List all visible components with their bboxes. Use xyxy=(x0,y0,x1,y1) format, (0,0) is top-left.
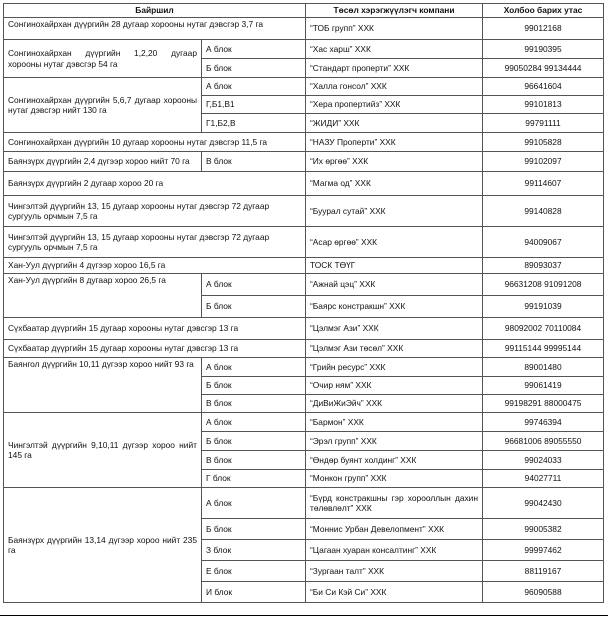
block-cell: А блок xyxy=(202,78,306,96)
block-cell: А блок xyxy=(202,488,306,519)
header-phone: Холбоо барих утас xyxy=(483,4,604,18)
location-cell: Хан-Уул дүүргийн 8 дугаар хороо 26,5 га xyxy=(4,274,202,318)
phone-cell: 99190395 xyxy=(483,40,604,59)
header-location: Байршил xyxy=(4,4,306,18)
block-cell: А блок xyxy=(202,40,306,59)
company-cell: “Эрэл групп” ХХК xyxy=(306,432,483,451)
table-row xyxy=(4,133,604,152)
table-row xyxy=(4,196,604,227)
table-row xyxy=(4,152,604,172)
block-cell: Б блок xyxy=(202,377,306,395)
company-cell: “ТОБ групп” ХХК xyxy=(306,18,483,40)
block-cell: А блок xyxy=(202,413,306,432)
phone-cell: 99042430 xyxy=(483,488,604,519)
location-cell: Баянзүрх дүүргийн 13,14 дүгээр хороо нийт 235 га xyxy=(4,488,202,603)
block-cell: Г,Б1,В1 xyxy=(202,96,306,114)
phone-cell: 99997462 xyxy=(483,540,604,561)
table-row xyxy=(4,172,604,196)
location-cell: Сүхбаатар дүүргийн 15 дугаар хорооны нутаг дэвсгэр 13 га xyxy=(4,318,306,340)
block-cell: Б блок xyxy=(202,519,306,540)
company-cell: “Грийн ресурс” ХХК xyxy=(306,358,483,377)
housing-projects-table xyxy=(3,3,604,603)
table-row xyxy=(4,40,604,59)
table-row xyxy=(4,318,604,340)
page-cut-edge xyxy=(0,615,608,619)
phone-cell: 99114607 xyxy=(483,172,604,196)
location-cell: Сонгинохайрхан дүүргийн 1,2,20 дугаар хорооны нутаг дэвсгэр 54 га xyxy=(4,40,202,78)
phone-cell: 99005382 xyxy=(483,519,604,540)
company-cell: “Цэлмэг Ази төсөл” ХХК xyxy=(306,340,483,358)
company-cell: “Цагаан хуаран консалтинг” ХХК xyxy=(306,540,483,561)
table-row xyxy=(4,488,604,519)
table-header-row xyxy=(4,4,604,18)
phone-cell: 99115144 99995144 xyxy=(483,340,604,358)
phone-cell: 99050284 99134444 xyxy=(483,59,604,78)
location-cell: Баянзүрх дүүргийн 2,4 дүгээр хороо нийт 70 га xyxy=(4,152,202,172)
block-cell: А блок xyxy=(202,274,306,296)
phone-cell: 94009067 xyxy=(483,227,604,258)
block-cell: Г1,Б2,В xyxy=(202,114,306,133)
block-cell: И блок xyxy=(202,582,306,603)
company-cell: “Очир ням” ХХК xyxy=(306,377,483,395)
location-cell: Чингэлтэй дүүргийн 9,10,11 дүгээр хороо нийт 145 га xyxy=(4,413,202,488)
company-cell: “ДиВиЖиЭйч” ХХК xyxy=(306,395,483,413)
table-row xyxy=(4,358,604,377)
block-cell: З блок xyxy=(202,540,306,561)
block-cell: Е блок xyxy=(202,561,306,582)
phone-cell: 99101813 xyxy=(483,96,604,114)
company-cell: “Хера пропертийз” ХХК xyxy=(306,96,483,114)
company-cell: “Бүрд констракшны гэр хорооллын дахин төлөвлөлт” ХХК xyxy=(306,488,483,519)
phone-cell: 96090588 xyxy=(483,582,604,603)
header-company: Төсөл хэрэгжүүлэгч компани xyxy=(306,4,483,18)
company-cell: “Их өргөө” ХХК xyxy=(306,152,483,172)
phone-cell: 99012168 xyxy=(483,18,604,40)
phone-cell: 99191039 xyxy=(483,296,604,318)
company-cell: “Халла гонсол” ХХК xyxy=(306,78,483,96)
block-cell: В блок xyxy=(202,395,306,413)
phone-cell: 99198291 88000475 xyxy=(483,395,604,413)
block-cell: А блок xyxy=(202,358,306,377)
company-cell: “Бармон” ХХК xyxy=(306,413,483,432)
block-cell: Б блок xyxy=(202,432,306,451)
phone-cell: 98092002 70110084 xyxy=(483,318,604,340)
phone-cell: 96681006 89055550 xyxy=(483,432,604,451)
company-cell: “Буурал сутай” ХХК xyxy=(306,196,483,227)
table-row xyxy=(4,274,604,296)
phone-cell: 99105828 xyxy=(483,133,604,152)
phone-cell: 99061419 xyxy=(483,377,604,395)
company-cell: “Өндөр буянт холдинг” ХХК xyxy=(306,451,483,470)
table-row xyxy=(4,78,604,96)
table-row xyxy=(4,340,604,358)
company-cell: “Асар өргөө” ХХК xyxy=(306,227,483,258)
block-cell: Г блок xyxy=(202,470,306,488)
company-cell: “Баярс констракшн” ХХК xyxy=(306,296,483,318)
location-cell: Сонгинохайрхан дүүргийн 28 дугаар хорооны нутаг дэвсгэр 3,7 га xyxy=(4,18,306,40)
block-cell: В блок xyxy=(202,451,306,470)
phone-cell: 94027711 xyxy=(483,470,604,488)
location-cell: Сонгинохайрхан дүүргийн 5,6,7 дугаар хорооны нутаг дэвсгэр нийт 130 га xyxy=(4,78,202,133)
phone-cell: 99140828 xyxy=(483,196,604,227)
phone-cell: 99791111 xyxy=(483,114,604,133)
block-cell: Б блок xyxy=(202,59,306,78)
location-cell: Хан-Уул дүүргийн 4 дүгээр хороо 16,5 га xyxy=(4,258,306,274)
location-cell: Сүхбаатар дүүргийн 15 дугаар хорооны нутаг дэвсгэр 13 га xyxy=(4,340,306,358)
company-cell: “Монкон групп” ХХК xyxy=(306,470,483,488)
company-cell: “Цэлмэг Ази” ХХК xyxy=(306,318,483,340)
phone-cell: 89001480 xyxy=(483,358,604,377)
phone-cell: 96641604 xyxy=(483,78,604,96)
location-cell: Баянгол дүүргийн 10,11 дүгээр хороо нийт 93 га xyxy=(4,358,202,413)
block-cell: Б блок xyxy=(202,296,306,318)
location-cell: Баянзүрх дүүргийн 2 дугаар хороо 20 га xyxy=(4,172,306,196)
location-cell: Чингэлтэй дүүргийн 13, 15 дугаар хорооны нутаг дэвсгэр 72 дугаар сургууль орчмын 7,5 га xyxy=(4,196,306,227)
block-cell: В блок xyxy=(202,152,306,172)
company-cell: “Хас харш” ХХК xyxy=(306,40,483,59)
company-cell: “Ажнай цэц” ХХК xyxy=(306,274,483,296)
phone-cell: 99024033 xyxy=(483,451,604,470)
phone-cell: 89093037 xyxy=(483,258,604,274)
location-cell: Сонгинохайрхан дүүргийн 10 дугаар хорооны нутаг дэвсгэр 11,5 га xyxy=(4,133,306,152)
company-cell: “Зургаан талт” ХХК xyxy=(306,561,483,582)
company-cell: “ЖИДИ” ХХК xyxy=(306,114,483,133)
location-cell: Чингэлтэй дүүргийн 13, 15 дугаар хорооны нутаг дэвсгэр 72 дугаар сургууль орчмын 7,5 га xyxy=(4,227,306,258)
company-cell: “Би Си Кэй Си” ХХК xyxy=(306,582,483,603)
phone-cell: 99102097 xyxy=(483,152,604,172)
company-cell: “Магма од” ХХК xyxy=(306,172,483,196)
table-row xyxy=(4,258,604,274)
company-cell: “Моннис Урбан Девелопмент” ХХК xyxy=(306,519,483,540)
phone-cell: 99746394 xyxy=(483,413,604,432)
phone-cell: 96631208 91091208 xyxy=(483,274,604,296)
company-cell: ТОСК ТӨҮГ xyxy=(306,258,483,274)
table-row xyxy=(4,227,604,258)
table-row xyxy=(4,18,604,40)
table-row xyxy=(4,413,604,432)
company-cell: “Стандарт проперти” ХХК xyxy=(306,59,483,78)
phone-cell: 88119167 xyxy=(483,561,604,582)
company-cell: “НАЗУ Проперти” ХХК xyxy=(306,133,483,152)
